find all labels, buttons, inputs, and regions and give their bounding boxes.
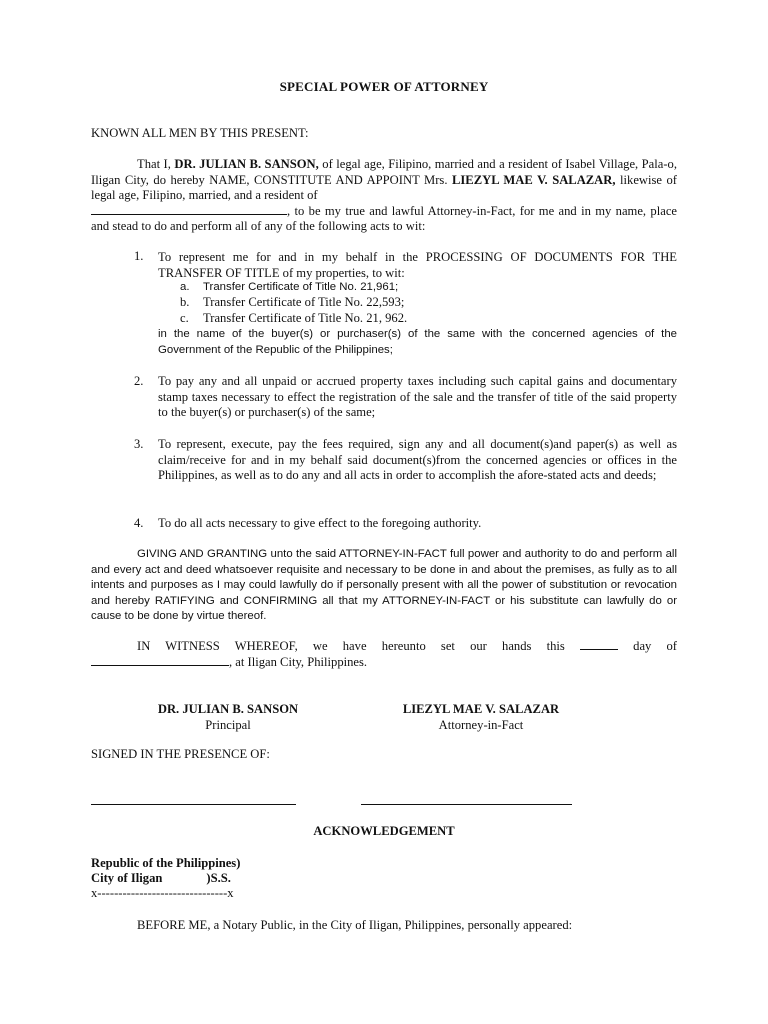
witness-paragraph-line2: , at Iligan City, Philippines. — [91, 655, 677, 671]
before-me-paragraph: BEFORE ME, a Notary Public, in the City of Iligan, Philippines, personally appeared: — [137, 918, 573, 932]
attorney-signatory: LIEZYL MAE V. SALAZAR Attorney-in-Fact — [402, 702, 560, 732]
intro-paragraph: That I, DR. JULIAN B. SANSON, of legal age, Filipino, married and a resident of Isabel Village, Pala-o, Iligan City, do hereby NAME, CONSTITUTE AND APPOINT Mrs. LIEZYL MAE V. SALAZAR, likewise of legal age, Filipino, married, and a resident of , to be my true and lawful Attorney-in-Fact, for me and in my name, place and stead to do and perform all of any of the following acts to wit: — [91, 157, 678, 234]
venue-republic: Republic of the Philippines) — [91, 856, 241, 870]
item-3-text: To represent, execute, pay the fees required, sign any and all document(s)and paper(s) as well as claim/receive for and in my behalf said document(s)from the concerned agencies or offices in the Philippines, as well as to do any and all acts in order to accomplish the afore-stated acts and deeds; — [158, 437, 677, 483]
witness-signature-line — [91, 804, 296, 805]
list-item: a. Transfer Certificate of Title No. 21,961; — [180, 281, 399, 293]
item-number: 1. — [134, 249, 144, 263]
list-item: c. Transfer Certificate of Title No. 21, 962. — [180, 311, 408, 325]
principal-name: DR. JULIAN B. SANSON, — [174, 157, 319, 171]
document-title: SPECIAL POWER OF ATTORNEY — [279, 79, 489, 94]
item-1-tail: in the name of the buyer(s) or purchaser(s) of the same with the concerned agencies of the Government of the Republic of the Philippines; — [158, 328, 677, 356]
signed-presence-label: SIGNED IN THE PRESENCE OF: — [91, 747, 270, 761]
item-2-text: To pay any and all unpaid or accrued property taxes including such capital gains and documentary stamp taxes necessary to effect the registration of the sale and the transfer of title of the said property to the buyer(s) or purchaser(s) of the same; — [158, 374, 677, 420]
witness-paragraph: IN WITNESS WHEREOF, we have hereunto set our hands this day of — [137, 639, 677, 653]
item-number: 4. — [134, 516, 144, 530]
item-1-lead: To represent me for and in my behalf in the PROCESSING OF DOCUMENTS FOR THE TRANSFER OF TITLE of my properties, to wit: — [158, 250, 677, 280]
day-blank — [580, 639, 618, 650]
attorney-name: LIEZYL MAE V. SALAZAR, — [452, 172, 616, 187]
salutation: KNOWN ALL MEN BY THIS PRESENT: — [91, 126, 309, 140]
principal-signatory: DR. JULIAN B. SANSON Principal — [157, 702, 299, 732]
list-item: b. Transfer Certificate of Title No. 22,593; — [180, 295, 405, 309]
item-number: 2. — [134, 374, 144, 388]
witness-signature-line — [361, 804, 572, 805]
granting-paragraph: GIVING AND GRANTING unto the said ATTORNEY-IN-FACT full power and authority to do and perform all and every act and deed whatsoever requisite and necessary to be done in and about the premises, as fully as to all intents and purposes as I may could lawfully do if personally present with all the power of substitution or revocation and hereby RATIFYING and CONFIRMING all that my ATTORNEY-IN-FACT or his substitute can lawfully do or cause to be done by virtue thereof. — [91, 548, 677, 622]
month-blank — [91, 655, 229, 666]
venue-separator: x-------------------------------x — [91, 886, 234, 900]
venue-city: City of Iligan )S.S. — [91, 871, 231, 885]
residence-blank — [91, 204, 287, 215]
item-number: 3. — [134, 437, 144, 451]
acknowledgement-heading: ACKNOWLEDGEMENT — [313, 824, 455, 838]
item-4-text: To do all acts necessary to give effect to the foregoing authority. — [158, 516, 482, 530]
